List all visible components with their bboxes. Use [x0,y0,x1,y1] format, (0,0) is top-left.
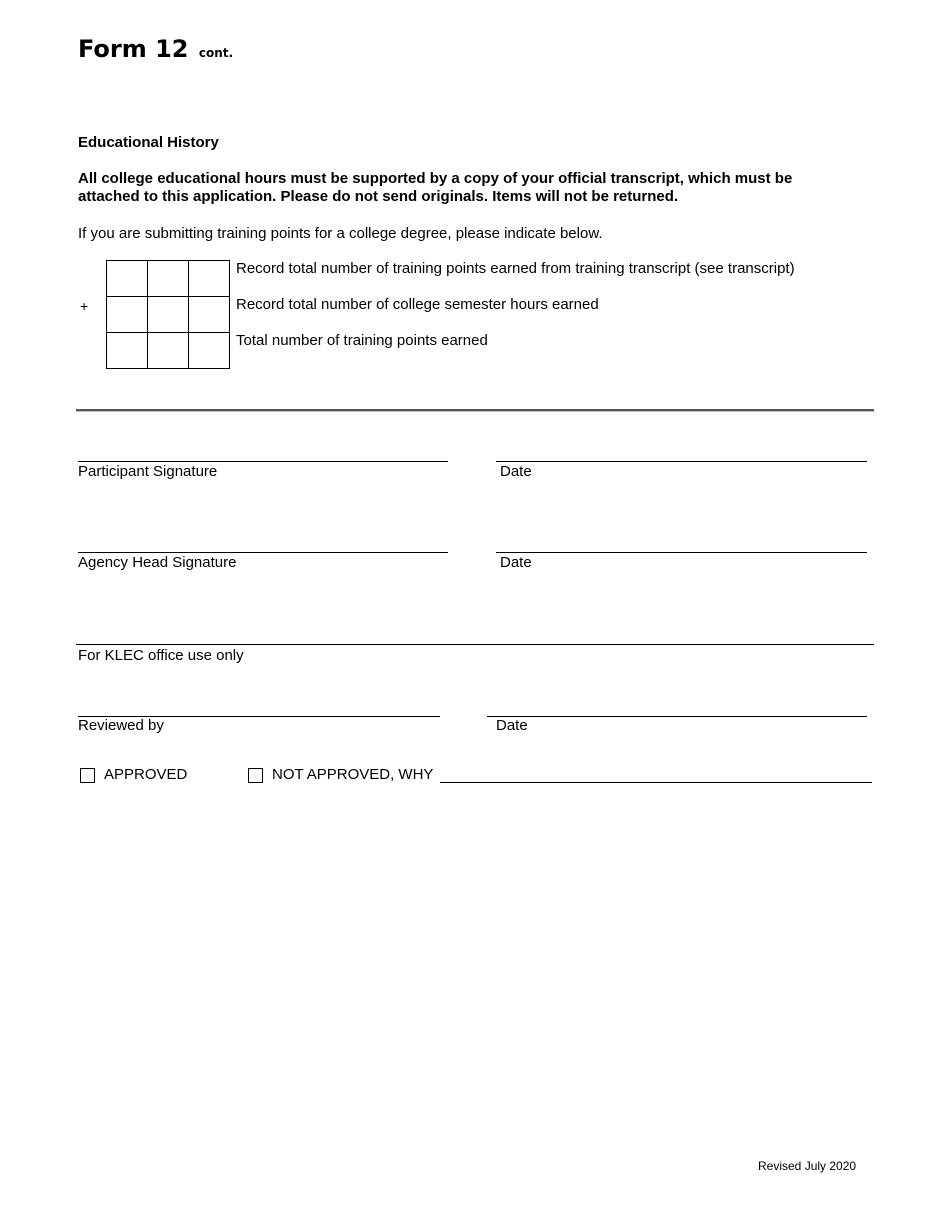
reviewed-date-label: Date [496,717,528,734]
reviewed-date-line[interactable] [487,716,867,717]
grid-row-semester-hours [107,297,230,333]
reviewed-by-label: Reviewed by [78,717,164,734]
row-label-training-points: Record total number of training points earned from training transcript (see transcript) [236,260,795,277]
digit-box[interactable] [148,297,189,333]
agency-head-date-line[interactable] [496,552,867,553]
transcript-notice: All college educational hours must be supported by a copy of your official transcript, which must be attached to this application. Please do not send originals. Items will not be returned. [78,170,793,205]
section-divider [76,409,874,412]
not-approved-checkbox[interactable] [248,768,263,783]
row-label-semester-hours: Record total number of college semester hours earned [236,296,599,313]
form-title-suffix: cont. [198,46,234,60]
agency-head-date-label: Date [500,554,532,571]
section-heading-educational-history: Educational History [78,134,219,151]
agency-head-signature-label: Agency Head Signature [78,554,237,571]
digit-box[interactable] [107,297,148,333]
participant-date-line[interactable] [496,461,867,462]
not-approved-reason-line[interactable] [440,782,872,783]
digit-box[interactable] [107,333,148,369]
participant-signature-label: Participant Signature [78,463,218,480]
plus-sign: + [80,298,89,314]
training-points-instruction: If you are submitting training points for a college degree, please indicate below. [78,225,603,242]
training-points-grid [106,260,230,369]
digit-box[interactable] [148,261,189,297]
participant-signature-line[interactable] [78,461,448,462]
grid-row-training-points [107,261,230,297]
approved-label: APPROVED [104,766,188,783]
not-approved-label: NOT APPROVED, WHY [272,766,434,783]
digit-box[interactable] [107,261,148,297]
grid-row-total [107,333,230,369]
revision-date: Revised July 2020 [758,1159,857,1173]
row-label-total-points: Total number of training points earned [236,332,488,349]
participant-date-label: Date [500,463,532,480]
digit-box[interactable] [148,333,189,369]
agency-head-signature-line[interactable] [78,552,448,553]
office-use-heading: For KLEC office use only [78,647,244,664]
office-use-divider [76,644,874,645]
form-title [78,34,233,68]
form-title-text: Form 12 [78,35,189,63]
digit-box[interactable] [189,261,230,297]
approved-checkbox[interactable] [80,768,95,783]
digit-box[interactable] [189,333,230,369]
digit-box[interactable] [189,297,230,333]
